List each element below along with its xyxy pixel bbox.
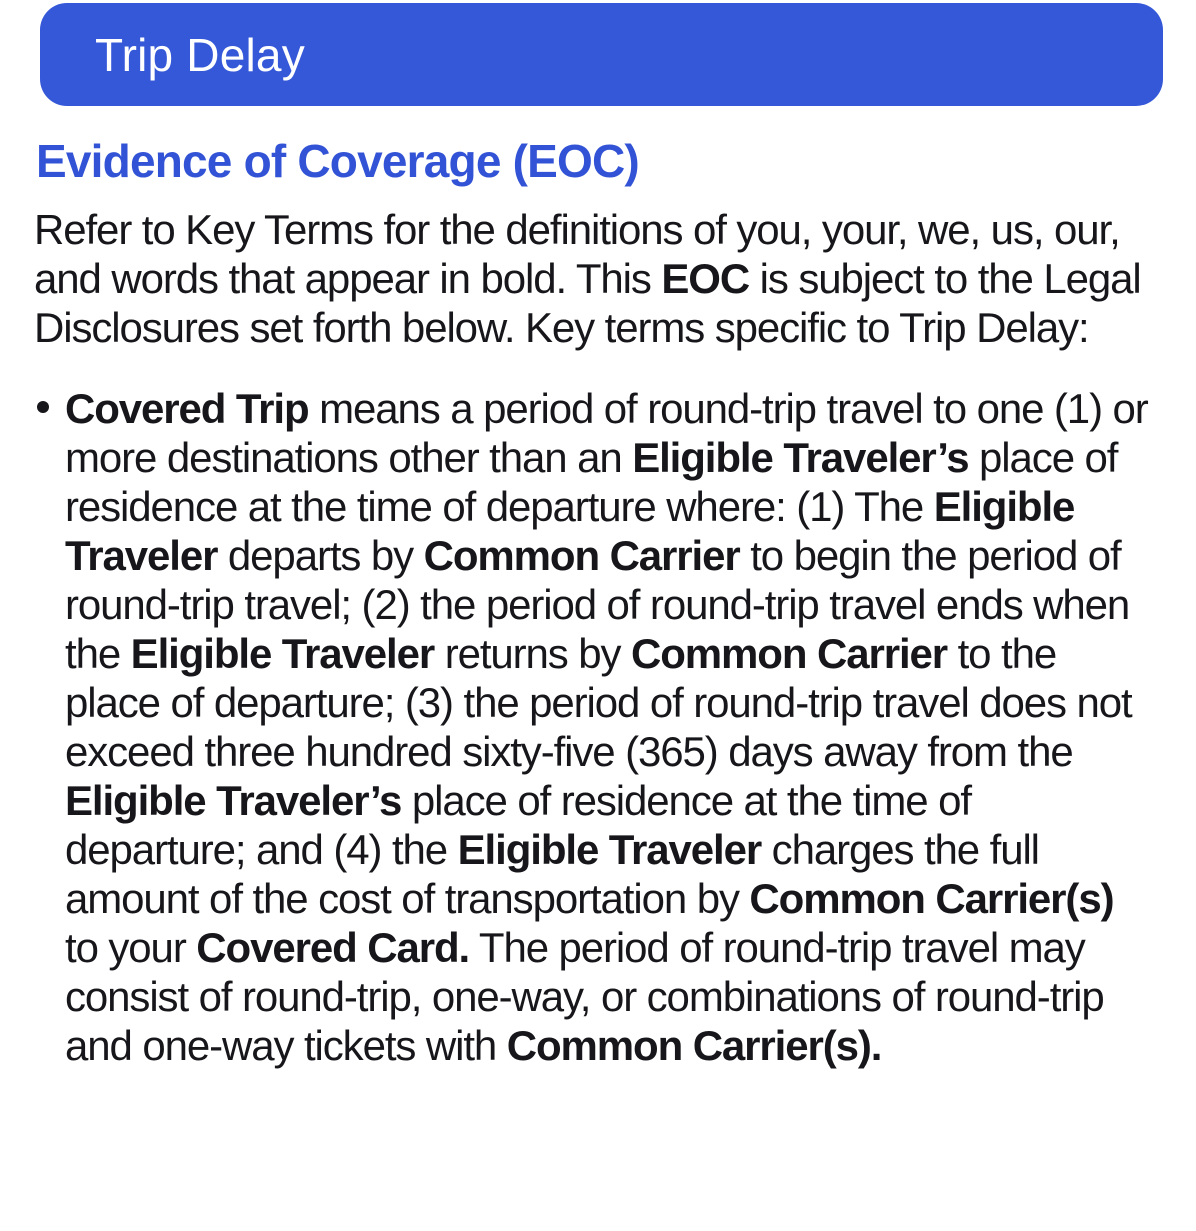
section-heading: Evidence of Coverage (EOC) bbox=[36, 135, 639, 187]
trip-delay-banner bbox=[40, 3, 1163, 106]
intro-paragraph: Refer to Key Terms for the definitions of you, your, we, us, our, and words that appear in bold. This EOC is subject to the Legal Disclosures set forth below. Key terms specific to Trip Delay: bbox=[34, 205, 1141, 351]
bullet-icon bbox=[37, 401, 49, 413]
eoc-content bbox=[0, 136, 1196, 1100]
banner-title: Trip Delay bbox=[95, 28, 305, 81]
bullet-text: Covered Trip means a period of round-trip travel to one (1) or more destinations other than an Eligible Traveler’s place of residence at the time of departure where: (1) The Eligible Traveler departs by Common Carrier to begin the period of round-trip travel; (2) the period of round-trip travel ends when the Eligible Traveler returns by Common Carrier to the place of departure; (3) the period of round-trip travel does not exceed three hundred sixty-five (365) days away from the Eligible Traveler’s place of residence at the time of departure; and (4) the Eligible Traveler charges the full amount of the cost of transportation by Common Carrier(s) to your Covered Card. The period of round-trip travel may consist of round-trip, one-way, or combinations of round-trip and one-way tickets with Common Carrier(s). bbox=[65, 384, 1148, 1069]
key-terms-list bbox=[34, 384, 1156, 1070]
list-item bbox=[34, 384, 1156, 1070]
